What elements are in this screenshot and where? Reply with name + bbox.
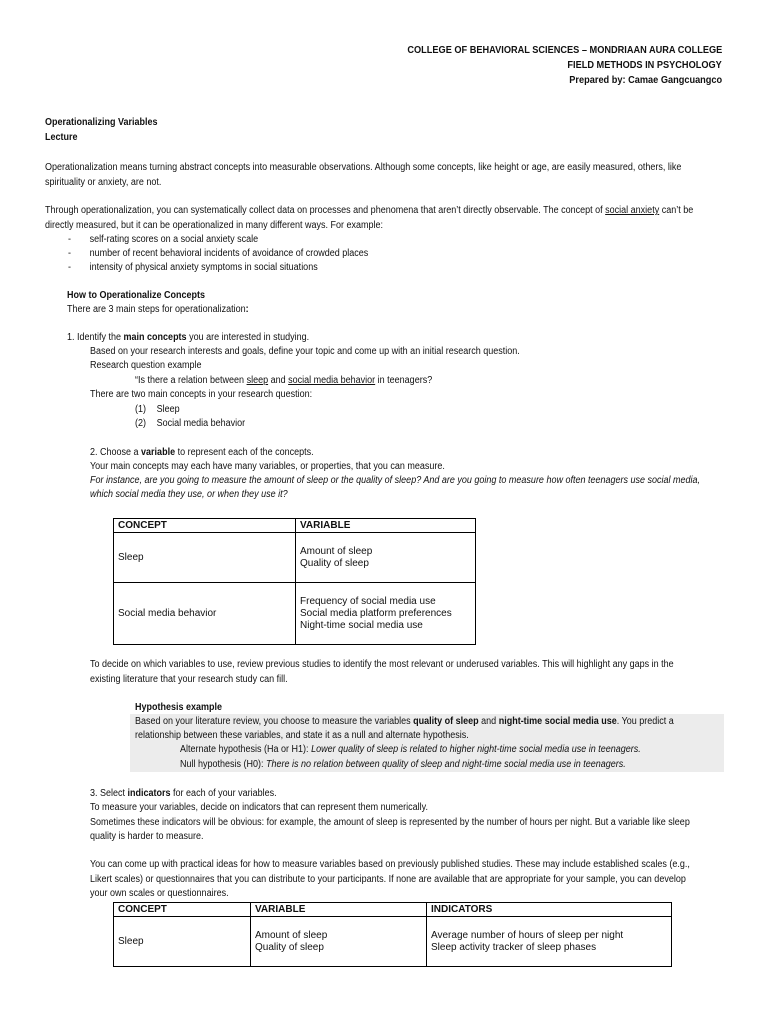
text-span: to represent each of the concepts. <box>175 447 314 458</box>
list-item <box>68 261 318 275</box>
bullet-dash: - <box>68 234 72 245</box>
bullet-text: self-rating scores on a social anxiety scale <box>89 234 259 245</box>
prepared-by: Prepared by: Camae Gangcuangco <box>569 75 722 86</box>
text-span: and <box>268 375 289 386</box>
list-item <box>68 247 368 261</box>
concept-variable-table <box>113 518 476 645</box>
list-number: (2) <box>135 418 147 429</box>
list-item <box>135 418 245 429</box>
table-header: CONCEPT <box>114 903 251 917</box>
research-question <box>135 375 432 386</box>
text-span: 3. Select <box>90 788 128 799</box>
table-header: VARIABLE <box>251 903 427 917</box>
text-span: social media behavior <box>288 375 376 386</box>
null-hypothesis <box>180 759 626 770</box>
text-span: “Is there a relation between <box>135 375 247 386</box>
text-span: There are 3 main steps for operationalization <box>67 304 246 315</box>
table-cell <box>251 917 427 967</box>
bullet-dash: - <box>68 248 72 259</box>
section-heading-how-to: How to Operationalize Concepts <box>67 290 206 301</box>
table-row <box>114 917 672 967</box>
cell-line: Quality of sleep <box>300 557 369 569</box>
text-span: There is no relation between quality of sleep and night-time social media use in teenagers. <box>266 759 626 770</box>
table-cell: Social media behavior <box>114 583 296 645</box>
social-anxiety-term: social anxiety <box>605 205 660 216</box>
cell-line: Sleep activity tracker of sleep phases <box>431 941 597 953</box>
table-cell <box>296 533 476 583</box>
cell-line: Night-time social media use <box>300 619 423 631</box>
text-span: night-time social media use <box>498 716 617 727</box>
text-span: Alternate hypothesis (Ha or H1): <box>180 744 312 755</box>
concept-variable-indicator-table <box>113 902 672 967</box>
text-span: Null hypothesis (H0): <box>180 759 267 770</box>
table-header: VARIABLE <box>296 519 476 533</box>
table-cell <box>427 917 672 967</box>
step-1-text: Research question example <box>90 360 202 371</box>
text-span: in teenagers? <box>375 375 433 386</box>
table-cell: Sleep <box>114 533 296 583</box>
cell-line: Amount of sleep <box>300 545 373 557</box>
intro-paragraph-1 <box>45 160 729 190</box>
text-span: indicators <box>127 788 171 799</box>
text-span: Through operationalization, you can systematically collect data on processes and phenomena that aren’t directly observable. The concept of <box>45 205 606 216</box>
step-3-text: quality is harder to measure. <box>90 831 204 842</box>
list-text: Social media behavior <box>156 418 246 429</box>
hypothesis-text <box>135 716 674 727</box>
step-3-text: Likert scales) or questionnaires that you can distribute to your participants. If none are available that are appropriate for your sample, you can develop <box>90 874 686 885</box>
intro-p2-line2: directly measured, but it can be operationalized in many different ways. For example: <box>45 220 384 231</box>
bullet-text: number of recent behavioral incidents of avoidance of crowded places <box>89 248 369 259</box>
table-header-row <box>114 903 672 917</box>
step-3-text: To measure your variables, decide on indicators that can represent them numerically. <box>90 802 429 813</box>
text-span: main concepts <box>123 332 187 343</box>
intro-p1-line2: spirituality or anxiety, are not. <box>45 177 162 188</box>
text-span: and <box>478 716 499 727</box>
step-2-text: which social media they use, or when they use it? <box>90 489 288 500</box>
bullet-dash: - <box>68 262 72 273</box>
table-row <box>114 583 476 645</box>
intro-p1-line1: Operationalization means turning abstract concepts into measurable observations. Although some concepts, like height or age, are easily measured, others, like <box>45 162 682 173</box>
intro-paragraph-2 <box>45 203 729 233</box>
document-subtitle: Lecture <box>45 132 78 143</box>
decide-text: To decide on which variables to use, review previous studies to identify the most relevant or underused variables. This will highlight any gaps in the <box>90 659 674 670</box>
document-title: Operationalizing Variables <box>45 117 158 128</box>
text-span: can’t be <box>659 205 694 216</box>
step-3-text: You can come up with practical ideas for how to measure variables based on previously published studies. These may include established scales (e.g., <box>90 859 690 870</box>
how-to-subtitle <box>67 304 249 315</box>
text-span: variable <box>141 447 176 458</box>
step-2-text: For instance, are you going to measure the amount of sleep or the quality of sleep? And are you going to measure how often teenagers use social media, <box>90 475 701 486</box>
table-header: INDICATORS <box>427 903 672 917</box>
list-item <box>68 233 258 247</box>
table-cell <box>296 583 476 645</box>
step-2-heading <box>90 447 314 458</box>
step-3-text: Sometimes these indicators will be obvious: for example, the amount of sleep is represented by the number of hours per night. But a variable like sleep <box>90 817 690 828</box>
text-span: 2. Choose a <box>90 447 142 458</box>
bullet-text: intensity of physical anxiety symptoms in social situations <box>89 262 318 273</box>
text-span: for each of your variables. <box>170 788 277 799</box>
text-span: 1. Identify the <box>67 332 124 343</box>
step-1-text: Based on your research interests and goals, define your topic and come up with an initial research question. <box>90 346 520 357</box>
cell-line: Quality of sleep <box>255 941 324 953</box>
course-title: FIELD METHODS IN PSYCHOLOGY <box>567 60 722 71</box>
cell-line: Frequency of social media use <box>300 595 436 607</box>
table-cell: Sleep <box>114 917 251 967</box>
step-1-heading <box>67 332 309 343</box>
step-1-text: There are two main concepts in your research question: <box>90 389 313 400</box>
decide-text: existing literature that your research study can fill. <box>90 674 288 685</box>
text-span: : <box>245 304 249 315</box>
cell-line: Amount of sleep <box>255 929 328 941</box>
hypothesis-text: relationship between these variables, and state it as a null and alternate hypothesis. <box>135 730 469 741</box>
step-3-heading <box>90 788 277 799</box>
step-2-text: Your main concepts may each have many variables, or properties, that you can measure. <box>90 461 445 472</box>
intro-p2-line1 <box>45 203 729 218</box>
list-text: Sleep <box>156 404 180 415</box>
text-span: . You predict a <box>616 716 674 727</box>
hypothesis-heading: Hypothesis example <box>135 702 223 713</box>
list-number: (1) <box>135 404 147 415</box>
text-span: Based on your literature review, you choose to measure the variables <box>135 716 414 727</box>
table-header-row <box>114 519 476 533</box>
table-row <box>114 533 476 583</box>
text-span: quality of sleep <box>413 716 479 727</box>
step-3-text: your own scales or questionnaires. <box>90 888 229 899</box>
table-header: CONCEPT <box>114 519 296 533</box>
alternate-hypothesis <box>180 744 641 755</box>
cell-line: Social media platform preferences <box>300 607 452 619</box>
text-span: sleep <box>246 375 269 386</box>
text-span: Lower quality of sleep is related to higher night-time social media use in teenagers. <box>311 744 641 755</box>
cell-line: Average number of hours of sleep per night <box>431 929 624 941</box>
text-span: you are interested in studying. <box>186 332 310 343</box>
college-name: COLLEGE OF BEHAVIORAL SCIENCES – MONDRIAAN AURA COLLEGE <box>407 45 722 56</box>
list-item <box>135 404 180 415</box>
